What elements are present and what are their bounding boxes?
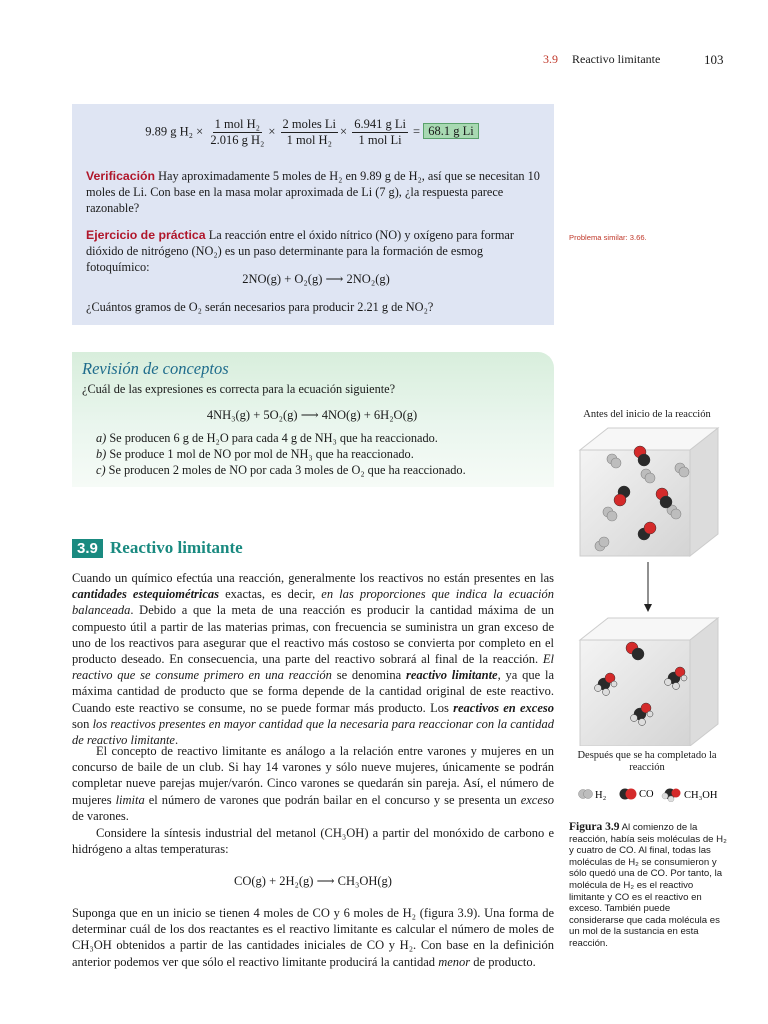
text-segment: el número de varones que podrán bailar en el concurso y se presenta un [144, 792, 521, 807]
reaction-arrow [644, 562, 652, 612]
fraction-1 [208, 117, 266, 148]
fraction-2 [281, 117, 338, 148]
review-option-c [96, 462, 466, 478]
text-segment: en las proporciones que indica la ecuación balanceada [72, 587, 554, 618]
text-segment: Cuando un químico efectúa una reacción, generalmente los reactivos no están presentes en las [72, 571, 554, 585]
result-value: 68.1 g Li [423, 123, 478, 139]
figure-caption [569, 822, 727, 950]
practice-question: ¿Cuántos gramos de O₂ serán necesarios para producir 2.21 g de NO₂? [86, 300, 434, 314]
option-letter: b) [96, 447, 107, 461]
text-segment: limita [115, 792, 145, 807]
figure-after-label: Después que se ha completado la reacción [577, 750, 717, 773]
header-section-number: 3.9 [543, 52, 558, 66]
text-segment: exceso [520, 792, 554, 807]
concept-review-equation: 4NH₃(g) + 5O₂(g) ⟶ 4NO(g) + 6H₂O(g) [206, 408, 418, 422]
methanol-equation: CO(g) + 2H₂(g) ⟶ CH₃OH(g) [234, 874, 392, 888]
concept-review-title: Revisión de conceptos [82, 359, 229, 378]
figure-legend [577, 786, 757, 802]
fraction-2-denominator: 1 mol H₂ [286, 133, 332, 147]
section-title: Reactivo limitante [110, 538, 243, 557]
equation-start: 9.89 g H₂ × [145, 124, 204, 139]
figure-caption-text: Al comienzo de la reacción, había seis moléculas de H₂ y cuatro de CO. Al final, todas las moléculas de H₂ se consumieron y sólo quedó una de CO. Por tanto, la molécula de H₂ es el reactivo limitante y CO es el reactivo en exceso. También puede considerarse que cada molécula es un mol de la sustancia en esta reacción. [569, 822, 727, 949]
text-segment: , ya que la máxima cantidad de producto que se forma depende de la cantidad original de este reactivo. Cuando este reactivo se consume, no se puede formar más producto. Los [72, 668, 554, 715]
option-text: Se produce 1 mol de NO por mol de NH₃ que ha reaccionado. [109, 447, 414, 461]
text-segment: Suponga que en un inicio se tienen 4 moles de CO y 6 moles de H₂ (figura 3.9). Una forma de determinar cuál de los dos reactantes es el reactivo limitante es calcular el número de moles de CH₃OH obtenidos a partir de las cantidades iniciales de CO y H₂. Con base en la definición anterior podemos ver que sólo el reactivo limitante producirá la cantidad [72, 906, 554, 969]
text-segment: El concepto de reactivo limitante es análogo a la relación entre varones y mujeres en un concurso de baile de un club. Si hay 14 varones y sólo nueve mujeres, únicamente se podrán completar nueve parejas mujer/varón. Cinco varones se quedarán sin pareja. Así, el número de mujeres [72, 744, 554, 807]
text-segment: se denomina [331, 668, 407, 683]
practice-equation: 2NO(g) + O₂(g) ⟶ 2NO₂(g) [242, 272, 390, 286]
figure-caption-label: Figura 3.9 [569, 821, 620, 833]
option-text: Se producen 2 moles de NO por cada 3 moles de O₂ que ha reaccionado. [108, 463, 466, 477]
body-paragraph-4 [72, 905, 554, 970]
text-segment: de producto. [470, 954, 536, 969]
text-segment: reactivo limitante [406, 668, 498, 683]
option-letter: c) [96, 463, 106, 477]
text-segment: reactivos en exceso [453, 700, 554, 715]
text-segment: . Debido a que la meta de una reacción es producir la cantidad máxima de un compuesto útil a partir de las materias primas, con frecuencia se suministra un gran exceso de uno de los reactivos para asegurar que el reactivo más costoso se convierta por completo en el producto deseado. En consecuencia, una parte del reactivo sobrará al final de la reacción. [72, 603, 554, 667]
verification-text: Hay aproximadamente 5 moles de H₂ en 9.89 g de H₂, así que se necesitan 10 moles de Li. Con base en la masa molar aproximada de Li (7 g), ¿la respuesta parece razonable? [86, 169, 540, 215]
text-segment: de varones. [72, 808, 129, 823]
practice-label: Ejercicio de práctica [86, 228, 206, 242]
fraction-2-numerator: 2 moles Li [282, 117, 336, 131]
option-text: Se producen 6 g de H₂O para cada 4 g de NH₃ que ha reaccionado. [109, 431, 438, 445]
fraction-1-numerator: 1 mol H₂ [214, 117, 260, 131]
body-paragraph-3 [72, 825, 554, 857]
body-paragraph-1 [72, 570, 554, 748]
legend-h2-label: H₂ [595, 790, 607, 801]
fraction-3 [352, 117, 408, 148]
section-number-badge: 3.9 [72, 539, 103, 558]
legend-icons [577, 786, 757, 802]
after-reaction-box [580, 618, 718, 746]
review-option-a [96, 430, 438, 446]
body-paragraph-2 [72, 743, 554, 824]
ch3oh-molecule-icon [662, 789, 681, 803]
option-letter: a) [96, 431, 107, 445]
header-section-title: Reactivo limitante [572, 52, 661, 66]
h2-molecule-icon [579, 790, 593, 799]
similar-problem-note: Problema similar: 3.66. [569, 233, 647, 242]
text-segment: Considere la síntesis industrial del metanol (CH₃OH) a partir del monóxido de carbono e hidrógeno a altas temperaturas: [72, 826, 554, 857]
fraction-3-numerator: 6.941 g Li [354, 117, 406, 131]
concept-review-question: ¿Cuál de las expresiones es correcta para la ecuación siguiente? [82, 382, 396, 396]
before-reaction-box [580, 428, 718, 556]
page-number: 103 [704, 52, 724, 67]
reaction-boxes-figure [568, 422, 728, 746]
figure-before-label: Antes del inicio de la reacción [583, 409, 711, 420]
fraction-1-denominator: 2.016 g H₂ [210, 133, 265, 147]
conversion-equation: 9.89 g H₂ × $\frac{\text{1 mol H₂}}{\text{2.016 g H₂}}$ × $\frac{\text{2 moles Li}}{\text{1 mol H₂}}$ × $\frac{\text{6.941 g Li}}{\text{1 mol Li}}$ = 68.1 g Li [82, 117, 542, 148]
fraction-3-denominator: 1 mol Li [358, 133, 402, 147]
co-molecule-icon [620, 789, 637, 800]
verification-paragraph [86, 168, 546, 216]
legend-co-label: CO [639, 789, 654, 800]
text-segment: . [174, 733, 179, 748]
equals-sign: = [413, 124, 421, 139]
text-segment: cantidades estequiométricas [72, 587, 220, 602]
text-segment: menor [438, 954, 471, 969]
text-segment: los reactivos presentes en mayor cantidad que la necesaria para reaccionar con la cantidad de reactivo limitante [72, 716, 554, 748]
legend-ch3oh-label: CH₃OH [684, 790, 718, 801]
practice-paragraph [86, 227, 546, 275]
review-option-b [96, 446, 414, 462]
verification-label: Verificación [86, 169, 156, 183]
text-segment: El reactivo que se consume primero en una reacción [72, 652, 554, 683]
practice-text: La reacción entre el óxido nítrico (NO) y oxígeno para formar dióxido de nitrógeno (NO₂) es un paso determinante para la formación de esmog fotoquímico: [86, 228, 514, 274]
text-segment: son [72, 716, 93, 731]
text-segment: exactas, es decir, [219, 587, 322, 602]
